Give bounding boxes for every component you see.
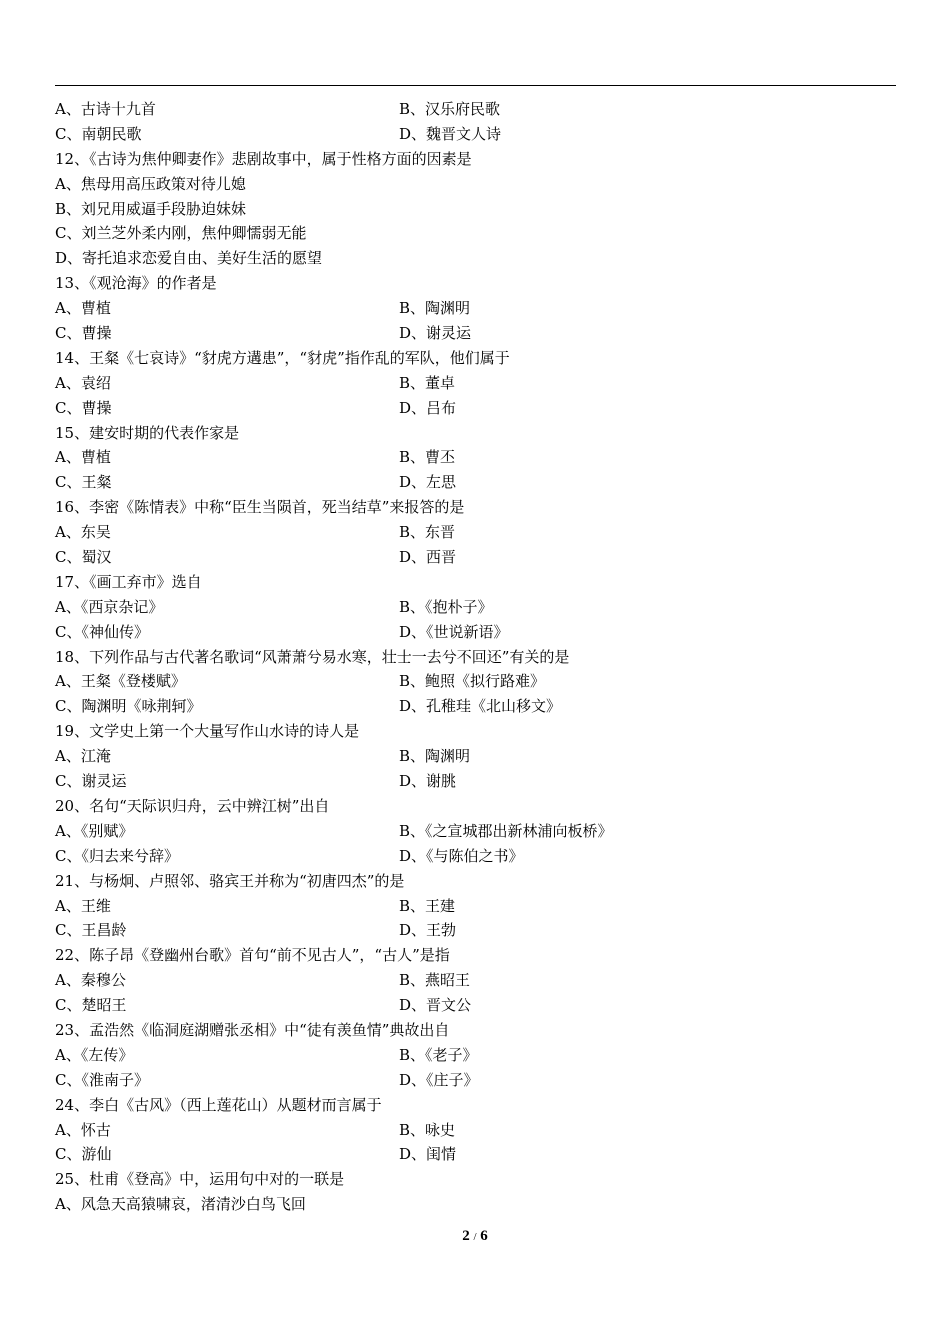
option-line: B、刘兄用威逼手段胁迫妹妹 bbox=[55, 199, 247, 218]
option-right: D、西晋 bbox=[399, 548, 457, 567]
option-row bbox=[55, 968, 896, 993]
option-row bbox=[55, 1142, 896, 1167]
option-right: B、咏史 bbox=[399, 1120, 456, 1139]
option-row bbox=[55, 844, 896, 869]
page-total: 6 bbox=[480, 1228, 488, 1244]
option-right: D、孔稚珪《北山移文》 bbox=[399, 697, 562, 716]
option-row bbox=[55, 445, 896, 470]
option-left: A、王粲《登楼赋》 bbox=[55, 672, 186, 691]
option-left: A、《西京杂记》 bbox=[55, 597, 164, 616]
question-stem: 25、杜甫《登高》中，运用句中对的一联是 bbox=[55, 1170, 345, 1189]
option-right: D、魏晋文人诗 bbox=[399, 124, 502, 143]
option-left: A、袁绍 bbox=[55, 373, 111, 392]
option-left: A、怀古 bbox=[55, 1120, 111, 1139]
question-stem: 19、文学史上第一个大量写作山水诗的诗人是 bbox=[55, 722, 360, 741]
option-left: A、《左传》 bbox=[55, 1045, 134, 1064]
option-row bbox=[55, 595, 896, 620]
option-right: B、《之宣城郡出新林浦向板桥》 bbox=[399, 821, 613, 840]
option-line: D、寄托追求恋爱自由、美好生活的愿望 bbox=[55, 249, 323, 268]
option-right: D、《世说新语》 bbox=[399, 622, 509, 641]
option-row bbox=[55, 520, 896, 545]
option-right: D、《与陈伯之书》 bbox=[399, 846, 524, 865]
option-left: A、曹植 bbox=[55, 299, 111, 318]
option-right: D、《庄子》 bbox=[399, 1070, 479, 1089]
option-left: C、《神仙传》 bbox=[55, 622, 149, 641]
option-row bbox=[55, 396, 896, 421]
option-right: D、左思 bbox=[399, 473, 457, 492]
option-line: C、刘兰芝外柔内刚，焦仲卿懦弱无能 bbox=[55, 224, 307, 243]
question-stem: 18、下列作品与古代著名歌词“风萧萧兮易水寒，壮士一去兮不回还”有关的是 bbox=[55, 647, 570, 666]
option-right: D、晋文公 bbox=[399, 996, 472, 1015]
option-right: B、《抱朴子》 bbox=[399, 597, 493, 616]
option-right: B、燕昭王 bbox=[399, 971, 471, 990]
option-left: C、楚昭王 bbox=[55, 996, 127, 1015]
option-row bbox=[55, 769, 896, 794]
option-row bbox=[55, 296, 896, 321]
option-row bbox=[55, 993, 896, 1018]
option-line: A、焦母用高压政策对待儿媳 bbox=[55, 174, 246, 193]
option-row bbox=[55, 669, 896, 694]
question-stem: 20、名句“天际识归舟，云中辨江树”出自 bbox=[55, 796, 330, 815]
option-row bbox=[55, 694, 896, 719]
option-left: C、曹操 bbox=[55, 398, 112, 417]
option-left: A、秦穆公 bbox=[55, 971, 126, 990]
option-right: B、东晋 bbox=[399, 523, 456, 542]
option-row bbox=[55, 122, 896, 147]
option-right: B、《老子》 bbox=[399, 1045, 478, 1064]
option-right: B、董卓 bbox=[399, 373, 456, 392]
option-right: B、鲍照《拟行路难》 bbox=[399, 672, 546, 691]
question-stem: 16、李密《陈情表》中称“臣生当陨首，死当结草”来报答的是 bbox=[55, 498, 465, 517]
option-row bbox=[55, 744, 896, 769]
question-stem: 15、建安时期的代表作家是 bbox=[55, 423, 240, 442]
page-current: 2 bbox=[462, 1228, 470, 1244]
option-right: D、王勃 bbox=[399, 921, 457, 940]
option-left: A、曹植 bbox=[55, 448, 111, 467]
option-row bbox=[55, 470, 896, 495]
option-row bbox=[55, 545, 896, 570]
option-row bbox=[55, 97, 896, 122]
option-row bbox=[55, 1118, 896, 1143]
option-left: C、谢灵运 bbox=[55, 772, 127, 791]
option-left: C、《归去来兮辞》 bbox=[55, 846, 179, 865]
option-left: C、游仙 bbox=[55, 1145, 112, 1164]
question-stem: 21、与杨炯、卢照邻、骆宾王并称为“初唐四杰”的是 bbox=[55, 871, 405, 890]
option-row bbox=[55, 894, 896, 919]
option-left: A、古诗十九首 bbox=[55, 100, 156, 118]
question-stem: 12、《古诗为焦仲卿妻作》悲剧故事中，属于性格方面的因素是 bbox=[55, 149, 472, 168]
option-right: B、汉乐府民歌 bbox=[399, 100, 501, 118]
option-right: D、吕布 bbox=[399, 398, 457, 417]
option-right: B、王建 bbox=[399, 896, 456, 915]
question-stem: 22、陈子昂《登幽州台歌》首句“前不见古人”，“古人”是指 bbox=[55, 946, 450, 965]
option-row bbox=[55, 620, 896, 645]
option-left: A、《别赋》 bbox=[55, 821, 134, 840]
option-row bbox=[55, 819, 896, 844]
question-stem: 14、王粲《七哀诗》“豺虎方遘患”，“豺虎”指作乱的军队，他们属于 bbox=[55, 348, 510, 367]
option-left: A、江淹 bbox=[55, 747, 111, 766]
option-row bbox=[55, 321, 896, 346]
option-row bbox=[55, 371, 896, 396]
option-left: A、东吴 bbox=[55, 523, 111, 542]
option-left: C、《淮南子》 bbox=[55, 1070, 149, 1089]
option-right: B、陶渊明 bbox=[399, 299, 471, 318]
question-stem: 17、《画工弃市》选自 bbox=[55, 572, 202, 591]
option-left: C、王粲 bbox=[55, 473, 112, 492]
option-line: A、风急天高猿啸哀，渚清沙白鸟飞回 bbox=[55, 1195, 306, 1214]
option-left: C、蜀汉 bbox=[55, 548, 112, 567]
exam-content bbox=[55, 97, 896, 1217]
option-row bbox=[55, 1068, 896, 1093]
page-number bbox=[0, 1228, 950, 1245]
option-right: B、曹丕 bbox=[399, 448, 456, 467]
question-stem: 13、《观沧海》的作者是 bbox=[55, 274, 217, 293]
option-left: C、王昌龄 bbox=[55, 921, 127, 940]
option-right: D、闺情 bbox=[399, 1145, 457, 1164]
option-left: A、王维 bbox=[55, 896, 111, 915]
option-left: C、陶渊明《咏荆轲》 bbox=[55, 697, 202, 716]
option-row bbox=[55, 918, 896, 943]
option-row bbox=[55, 1043, 896, 1068]
question-stem: 23、孟浩然《临洞庭湖赠张丞相》中“徒有羡鱼情”典故出自 bbox=[55, 1020, 450, 1039]
question-stem: 24、李白《古风》（西上莲花山）从题材而言属于 bbox=[55, 1095, 382, 1114]
option-right: D、谢灵运 bbox=[399, 324, 472, 343]
option-left: C、曹操 bbox=[55, 324, 112, 343]
option-right: B、陶渊明 bbox=[399, 747, 471, 766]
page-separator: / bbox=[473, 1231, 477, 1243]
option-right: D、谢朓 bbox=[399, 772, 457, 791]
header-rule bbox=[55, 85, 896, 86]
option-left: C、南朝民歌 bbox=[55, 124, 142, 143]
